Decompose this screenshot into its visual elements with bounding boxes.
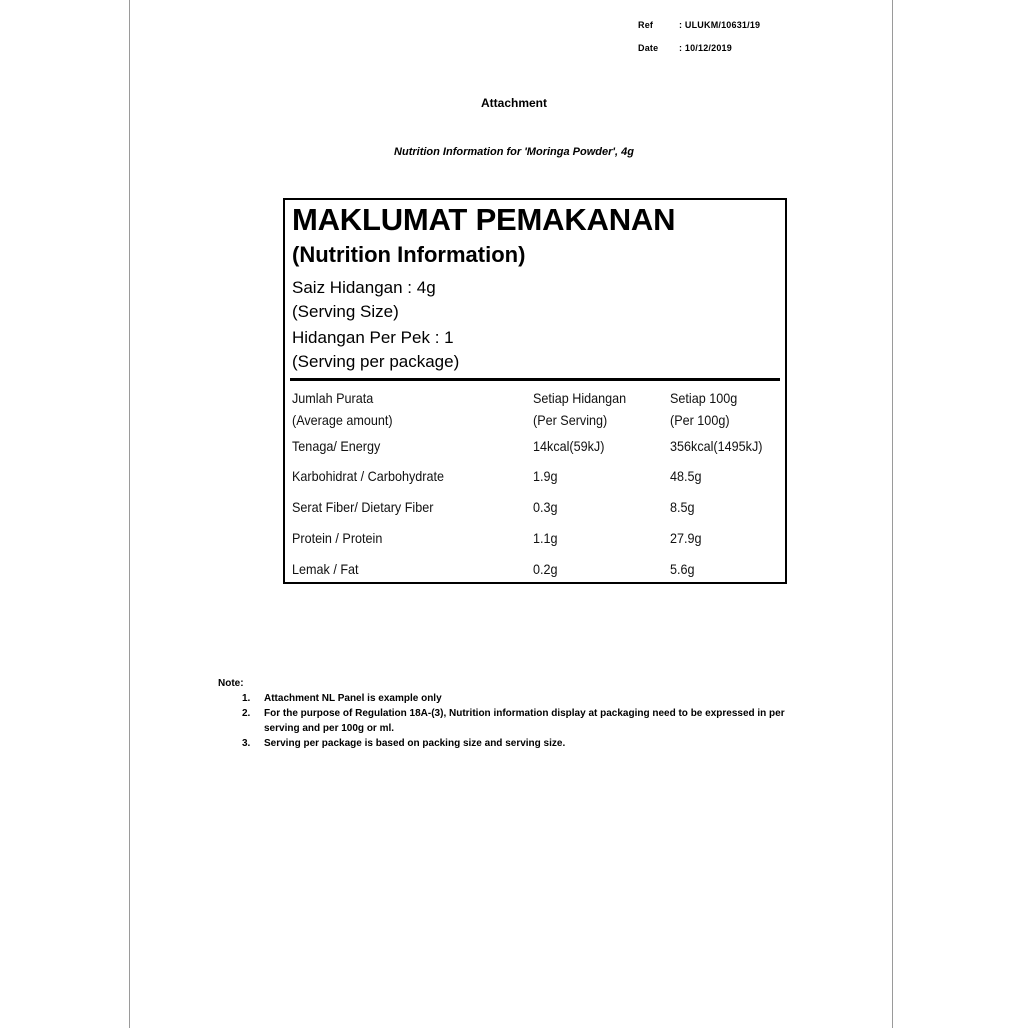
note-text: For the purpose of Regulation 18A-(3), Nutrition information display at packaging need to be expressed in per serving and per 100g or ml.: [264, 708, 785, 734]
row-protein-per-100g: 27.9g: [670, 530, 702, 546]
nutrition-panel: [283, 198, 787, 584]
row-protein-label: Protein / Protein: [292, 530, 383, 546]
column-header-per-100g-en: (Per 100g): [670, 412, 730, 428]
row-fat-per-serving: 0.2g: [533, 561, 558, 577]
row-fiber-per-serving: 0.3g: [533, 499, 558, 515]
note-number: 1.: [242, 693, 251, 704]
column-header-per-100g-my: Setiap 100g: [670, 390, 738, 406]
date-label: Date: [638, 43, 659, 53]
column-header-amount-my: Jumlah Purata: [292, 390, 374, 406]
notes-section: [218, 676, 818, 751]
document-page: [129, 0, 893, 1028]
serving-size-en: (Serving Size): [292, 302, 399, 321]
note-item: [218, 706, 818, 736]
row-protein-per-serving: 1.1g: [533, 530, 558, 546]
panel-divider: [290, 378, 780, 381]
ref-value: : ULUKM/10631/19: [679, 20, 761, 30]
row-energy-per-100g: 356kcal(1495kJ): [670, 438, 763, 454]
note-number: 2.: [242, 708, 251, 719]
column-header-per-serving-en: (Per Serving): [533, 412, 608, 428]
note-item: [218, 736, 818, 751]
row-fiber-label: Serat Fiber/ Dietary Fiber: [292, 499, 434, 515]
row-energy-label: Tenaga/ Energy: [292, 438, 381, 454]
row-fat-label: Lemak / Fat: [292, 561, 359, 577]
row-carbohydrate-per-100g: 48.5g: [670, 468, 702, 484]
servings-per-pack-en: (Serving per package): [292, 352, 460, 371]
document-subtitle: Nutrition Information for 'Moringa Powder', 4g: [394, 146, 634, 158]
row-carbohydrate-label: Karbohidrat / Carbohydrate: [292, 468, 444, 484]
note-text: Attachment NL Panel is example only: [264, 693, 442, 704]
row-energy-per-serving: 14kcal(59kJ): [533, 438, 605, 454]
date-value: : 10/12/2019: [679, 43, 732, 53]
serving-size-my: Saiz Hidangan : 4g: [292, 278, 436, 297]
ref-label: Ref: [638, 20, 654, 30]
note-text: Serving per package is based on packing size and serving size.: [264, 738, 566, 749]
servings-per-pack-my: Hidangan Per Pek : 1: [292, 328, 454, 347]
column-header-amount-en: (Average amount): [292, 412, 393, 428]
panel-heading: MAKLUMAT PEMAKANAN: [292, 202, 676, 237]
notes-label: Note:: [218, 678, 244, 689]
row-carbohydrate-per-serving: 1.9g: [533, 468, 558, 484]
row-fat-per-100g: 5.6g: [670, 561, 695, 577]
panel-subheading: (Nutrition Information): [292, 242, 526, 267]
row-fiber-per-100g: 8.5g: [670, 499, 695, 515]
attachment-title: Attachment: [480, 96, 547, 110]
note-number: 3.: [242, 738, 251, 749]
column-header-per-serving-my: Setiap Hidangan: [533, 390, 627, 406]
note-item: [218, 691, 818, 706]
